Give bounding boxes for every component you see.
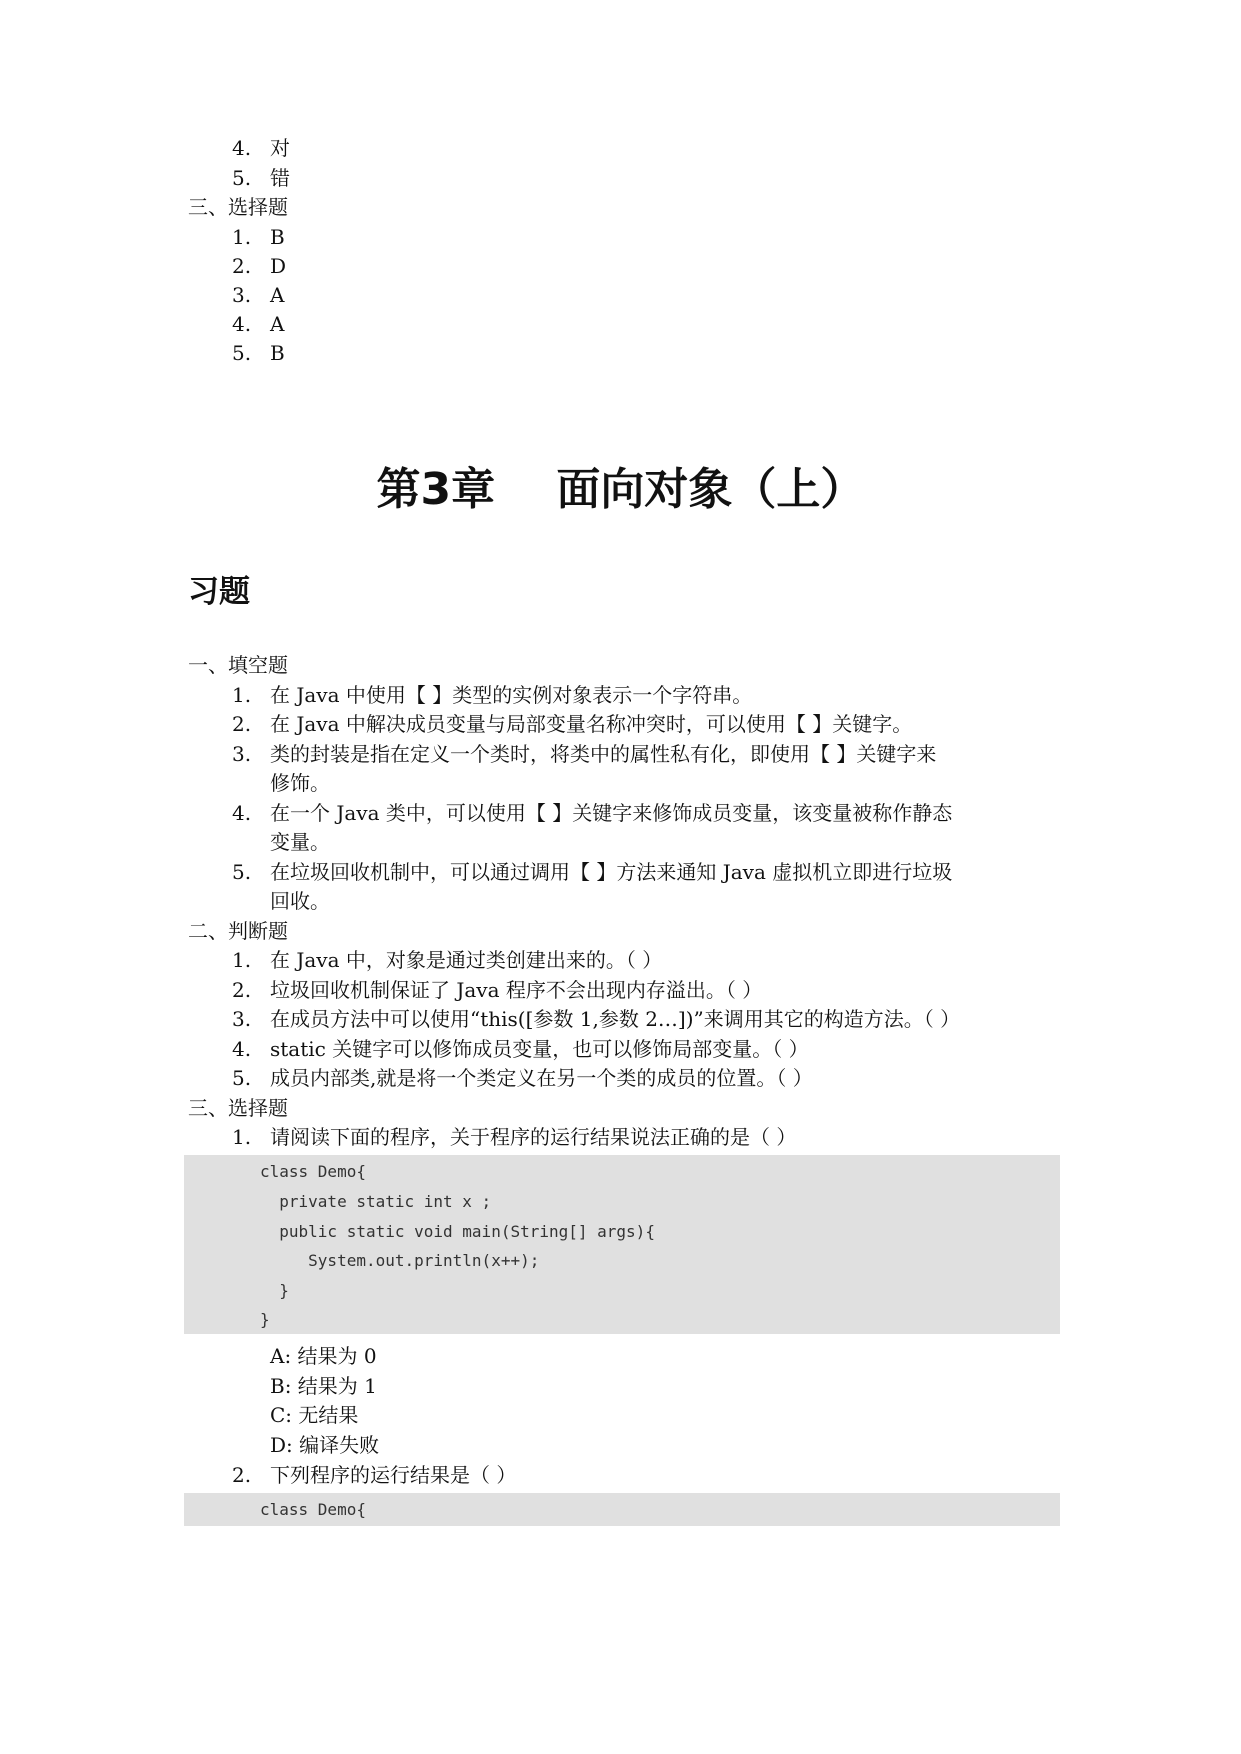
- answer-option: C: 无结果: [270, 1403, 359, 1427]
- code-line: class Demo{: [260, 1162, 366, 1181]
- section-header: 三、选择题: [188, 195, 288, 219]
- section-header: 三、选择题: [188, 1096, 288, 1120]
- exercises-title: 习题: [188, 574, 250, 610]
- code-line: class Demo{: [260, 1500, 366, 1519]
- chapter-title: 第3章 面向对象（上）: [376, 464, 865, 515]
- code-block: [184, 1155, 1060, 1334]
- code-line: System.out.println(x++);: [260, 1251, 540, 1270]
- code-line: }: [260, 1281, 289, 1300]
- answer-option: A: 结果为 0: [270, 1344, 377, 1368]
- section-header: 一、填空题: [188, 653, 288, 677]
- section-header: 二、判断题: [188, 919, 288, 943]
- answer-option: D: 编译失败: [270, 1433, 380, 1457]
- code-line: }: [260, 1310, 270, 1329]
- code-line: private static int x ;: [260, 1192, 492, 1211]
- code-line: public static void main(String[] args){: [260, 1222, 655, 1241]
- code-block: [184, 1493, 1060, 1526]
- answer-option: B: 结果为 1: [270, 1374, 377, 1398]
- document-page: 4. 对 5. 错 三、选择题 1. B 2. D 3. A 4. A 5. B 第3章 面向对象（上） 习题 一、填空题 1. 在 Java 中使用【 】类型的实例对象表示一个字符串。 2. 在 Java 中解决成员变量与局部变量名称冲突时，可以使用【 】关键字。 3. 类的封装是指在定义一个类时，将类中的属性私有化，即使用【 】关键字来 修饰。 4. 在一个 Java 类中，可以使用【 】关键字来修饰成员变量，该变量被称作静态 变量。 5. 在垃圾回收机制中，可以通过调用【 】方法来通知 Java 虚拟机立即进行垃圾 回收。 二、判断题 1. 在 Java 中，对象是通过类创建出来的。（ ） 2. 垃圾回收机制保证了 Java 程序不会出现内存溢出。（ ） 3. 在成员方法中可以使用“this([参数 1,参数 2…])”来调用其它的构造方法。（ ） 4. static 关键字可以修饰成员变量，也可以修饰局部变量。（ ） 5. 成员内部类,就是将一个类定义在另一个类的成员的位置。（ ） 三、选择题 1. 请阅读下面的程序，关于程序的运行结果说法正确的是（ ） class Demo{ private static int x ; public static void main(String[] args){ System.out.println(x++); } } A: 结果为 0 B: 结果为 1 C: 无结果 D: 编译失败 2. 下列程序的运行结果是（ ） class Demo{: [0, 0, 1241, 1754]
